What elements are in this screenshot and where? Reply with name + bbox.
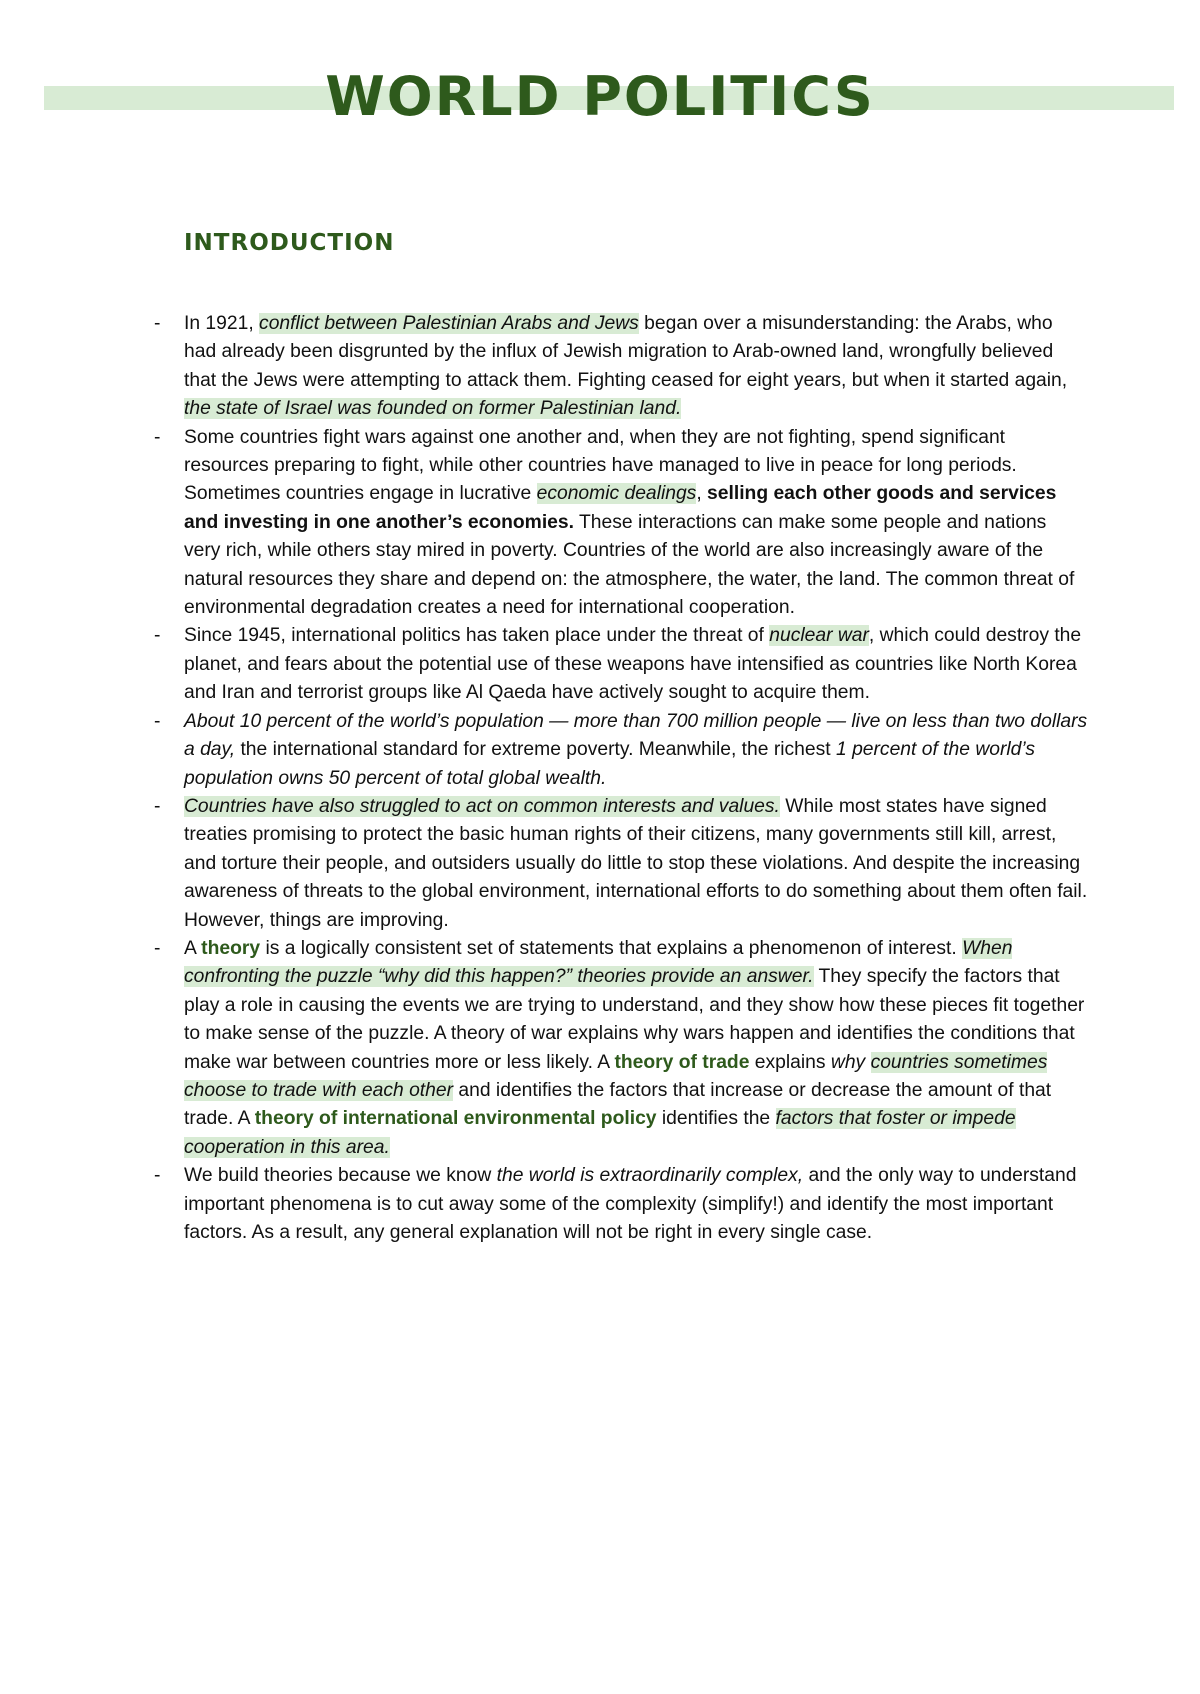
list-item [154,793,1088,935]
bullet-dash: - [154,625,161,647]
text-run: explains [749,1051,831,1073]
text-run: and the only way to understand important phenomena is to cut away some of the complexity (simplify!) and identify the most important factors. As a result, any general explanation will not be right in every single case. [184,1165,1077,1243]
text-run: These interactions can make some people and nations very rich, while others stay mired in poverty. Countries of the world are also increasingly aware of the natural resources they share and depend on: the atmosphere, the water, the land. The common threat of environmental degradation creates a need for international cooperation. [184,511,1075,619]
italic-text: 1 percent of the world’s population owns 50 percent of total global wealth. [184,739,1035,789]
text-run: and identifies the factors that increase or decrease the amount of that trade. A [184,1079,1052,1130]
highlighted-text: conflict between Palestinian Arabs and Jews [259,313,639,334]
list-item [154,935,1088,1162]
bullet-dash: - [154,426,161,448]
text-run: Some countries fight wars against one another and, when they are not fighting, spend significant resources preparing to fight, while other countries have managed to live in peace for long periods. Sometimes countries engage in lucrative [184,426,1017,505]
key-term: theory [201,937,261,959]
bullet-dash: - [154,710,161,732]
bullet-list [154,310,1088,1247]
bullet-dash: - [154,795,161,817]
text-run: , which could destroy the planet, and fears about the potential use of these weapons have intensified as countries like North Korea and Iran and terrorist groups like Al Qaeda have actively sought to acquire them. [184,625,1082,704]
highlighted-text: factors that foster or impede cooperation in this area. [184,1108,1016,1158]
bullet-dash: - [154,937,161,959]
text-run: In 1921, [184,313,260,334]
text-run: the international standard for extreme poverty. Meanwhile, the richest [235,739,836,761]
page-title: WORLD POLITICS [325,65,875,128]
text-run: began over a misunderstanding: the Arabs, who had already been disgrunted by the influx of Jewish migration to Arab-owned land, wrongfully believed that the Jews were attempting to attack them. Fighting ceased for eight years, but when it started again, [184,313,1068,391]
text-run [865,1052,870,1073]
list-item [154,1162,1088,1247]
section-heading: INTRODUCTION [184,230,395,256]
text-run: Since 1945, international politics has taken place under the threat of [184,625,770,647]
highlighted-text: nuclear war [769,625,869,647]
highlighted-text: When confronting the puzzle “why did this happen?” theories provide an answer. [184,937,1013,988]
italic-text: why [830,1051,866,1073]
italic-text: About 10 percent of the world’s population — more than 700 million people — live on less than two dollars a day, [184,710,1088,761]
text-run: , [696,483,708,505]
highlighted-text: countries sometimes choose to trade with each other [184,1051,1048,1101]
text-run: is a logically consistent set of statements that explains a phenomenon of interest. [260,937,963,959]
key-term: theory of trade [614,1051,750,1073]
italic-text: the world is extraordinarily complex, [496,1165,804,1187]
list-item [154,622,1088,707]
text-run: They specify the factors that play a role in causing the events we are trying to understand, and they show how these pieces fit together to make sense of the puzzle. A theory of war explains why wars happen and identifies the conditions that make war between countries more or less likely. A [184,966,1085,1073]
highlighted-text: economic dealings [536,483,697,505]
bold-text: selling each other goods and services and investing in one another’s economies. [184,483,1057,533]
highlighted-text: the state of Israel was founded on former Palestinian land. [184,398,682,420]
text-run: While most states have signed treaties promising to protect the basic human rights of their citizens, many governments still kill, arrest, and torture their people, and outsiders usually do little to stop these violations. And despite the increasing awareness of threats to the global environment, international efforts to do something about them often fail. However, things are improving. [184,795,1088,931]
text-run: A [184,937,202,959]
bullet-dash: - [154,313,161,334]
highlighted-text: Countries have also struggled to act on common interests and values. [184,795,780,817]
list-item [154,708,1088,793]
text-run: identifies the [656,1108,776,1130]
list-item [154,310,1088,424]
list-item [154,424,1088,623]
key-term: theory of international environmental policy [254,1108,657,1130]
bullet-dash: - [154,1165,161,1187]
text-run: We build theories because we know [184,1165,497,1187]
